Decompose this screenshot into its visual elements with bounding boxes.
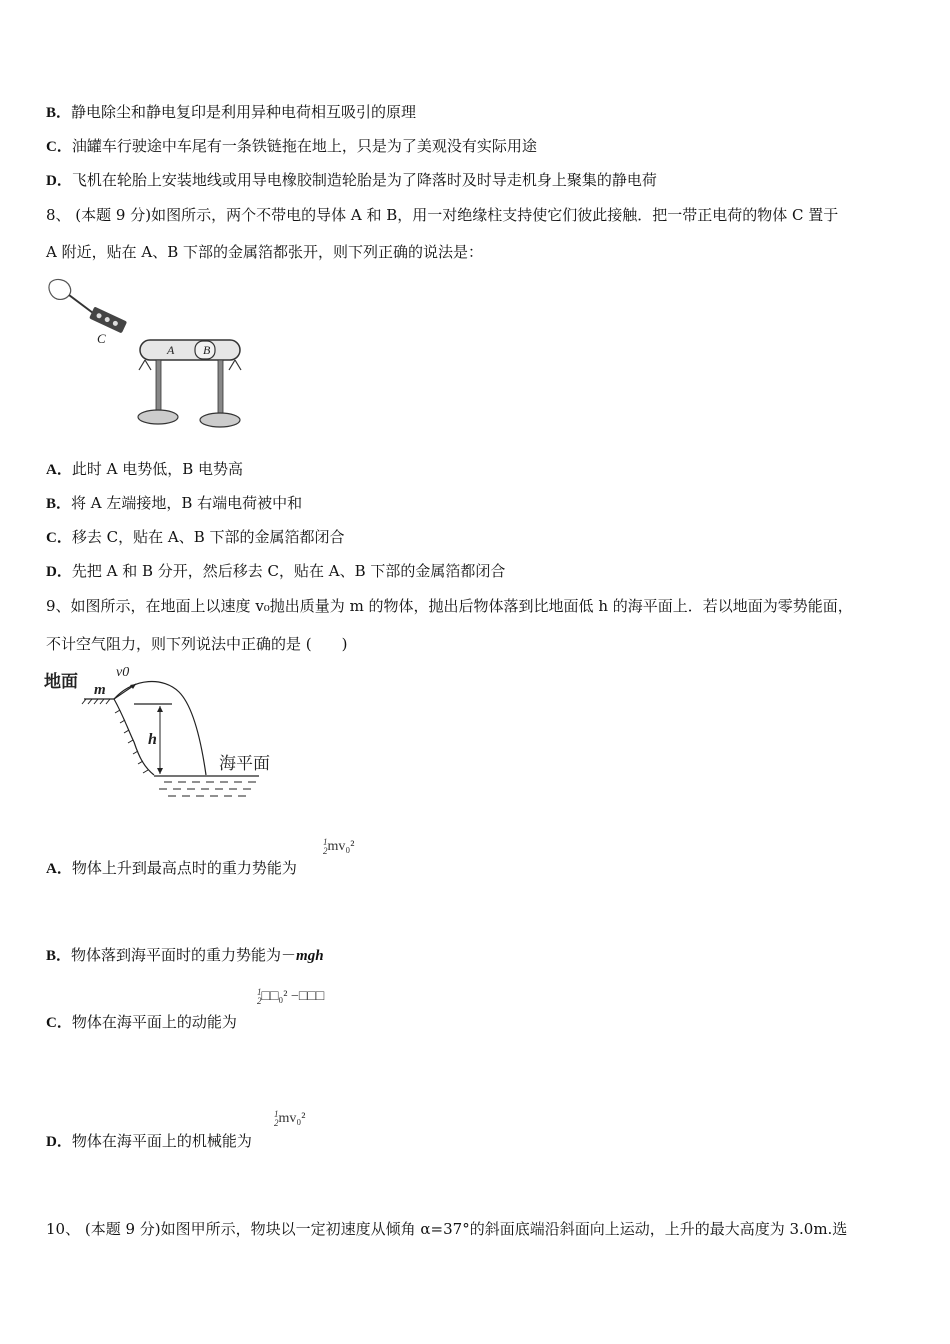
- option-letter: C．: [46, 1015, 72, 1031]
- q8-figure-conductors: [45, 275, 295, 435]
- q7-option-c: [46, 136, 537, 157]
- fraction-half: 1 2: [323, 837, 328, 856]
- fraction-half: 1 2: [274, 1109, 279, 1128]
- option-letter: C．: [46, 530, 72, 546]
- q10-stem-line1: 10、 (本题 9 分)如图甲所示，物块以一定初速度从倾角 α=37°的斜面底端沿斜面向上运动，上升的最大高度为 3.0m.选: [46, 1220, 848, 1238]
- svg-text:A: A: [167, 343, 175, 357]
- q7-option-b: [46, 102, 416, 123]
- option-letter: D．: [46, 564, 72, 580]
- q9-option-a: [46, 858, 297, 879]
- formula-text: mv₀²: [278, 1111, 306, 1127]
- option-letter: A．: [46, 462, 72, 478]
- svg-text:h: h: [148, 731, 157, 748]
- q9-option-a-formula: [323, 838, 354, 856]
- option-text: 油罐车行驶途中车尾有一条铁链拖在地上，只是为了美观没有实际用途: [71, 137, 537, 155]
- option-letter: B．: [46, 105, 72, 121]
- conductor-diagram-icon: [45, 275, 295, 435]
- q8-stem-line1: 8、 (本题 9 分)如图所示，两个不带电的导体 A 和 B，用一对绝缘柱支持使它们彼此接触．把一带正电荷的物体 C 置于: [46, 206, 839, 224]
- q9-figure-projectile: [44, 662, 294, 802]
- q7-option-d: [46, 170, 657, 191]
- option-text: 物体上升到最高点时的重力势能为: [71, 859, 297, 877]
- svg-text:v0: v0: [116, 665, 130, 680]
- option-text: 飞机在轮胎上安装地线或用导电橡胶制造轮胎是为了降落时及时导走机身上聚集的静电荷: [71, 171, 657, 189]
- q9-option-c-formula: [257, 988, 324, 1006]
- q9-stem-line2: 不计空气阻力，则下列说法中正确的是 ( ): [46, 635, 348, 653]
- option-letter: C．: [46, 139, 72, 155]
- option-letter: D．: [46, 173, 72, 189]
- option-text: 物体在海平面上的机械能为: [71, 1132, 252, 1150]
- option-text: 将 A 左端接地，B 右端电荷被中和: [71, 494, 303, 512]
- formula-text: mgh: [296, 948, 324, 964]
- svg-text:B: B: [203, 343, 211, 357]
- option-text: 先把 A 和 B 分开，然后移去 C，贴在 A、B 下部的金属箔都闭合: [71, 562, 506, 580]
- q8-option-d: [46, 561, 505, 582]
- option-letter: B．: [46, 948, 72, 964]
- option-text: 静电除尘和静电复印是利用异种电荷相互吸引的原理: [71, 103, 417, 121]
- svg-text:海平面: 海平面: [219, 754, 270, 774]
- option-text: 物体在海平面上的动能为: [71, 1013, 237, 1031]
- q9-option-b: [46, 945, 324, 966]
- option-text: 此时 A 电势低，B 电势高: [71, 460, 244, 478]
- svg-text:地面: 地面: [44, 672, 78, 692]
- q8-option-c: [46, 527, 344, 548]
- q9-option-d-formula: [274, 1110, 305, 1128]
- fraction-half: 1 2: [257, 987, 262, 1006]
- option-text: 移去 C，贴在 A、B 下部的金属箔都闭合: [71, 528, 345, 546]
- q8-stem-line2: A 附近，贴在 A、B 下部的金属箔都张开，则下列正确的说法是：: [46, 243, 483, 261]
- q8-option-a: [46, 459, 243, 480]
- option-text: 物体落到海平面时的重力势能为－: [71, 946, 297, 964]
- svg-text:m: m: [94, 682, 106, 698]
- q8-option-b: [46, 493, 302, 514]
- q9-option-d: [46, 1131, 252, 1152]
- q9-option-c: [46, 1012, 237, 1033]
- label-c: C: [97, 331, 106, 346]
- formula-text: □□₀² −□□□: [261, 989, 325, 1005]
- projectile-cliff-diagram-icon: [44, 662, 294, 802]
- option-letter: B．: [46, 496, 72, 512]
- option-letter: D．: [46, 1134, 72, 1150]
- option-letter: A．: [46, 861, 72, 877]
- formula-text: mv₀²: [327, 839, 355, 855]
- q9-stem-line1: 9、如图所示，在地面上以速度 v₀抛出质量为 m 的物体，抛出后物体落到比地面低 h 的海平面上．若以地面为零势能面，: [46, 597, 853, 615]
